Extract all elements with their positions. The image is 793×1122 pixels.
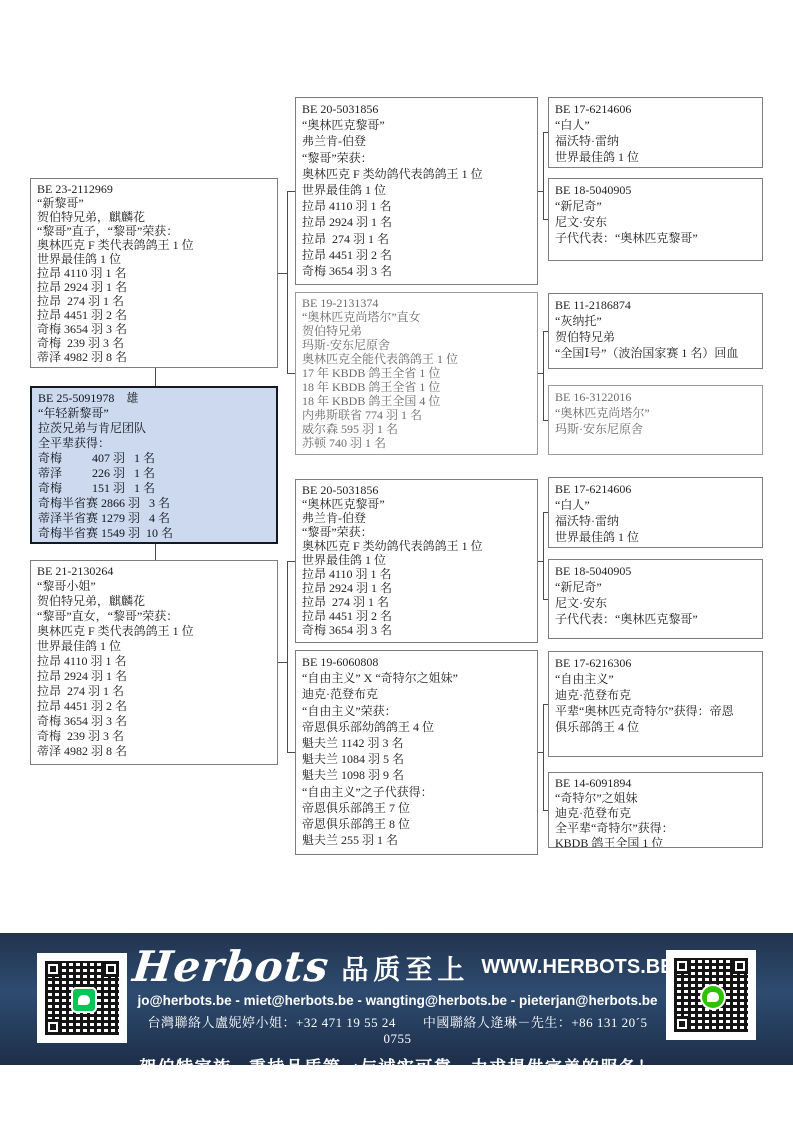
pedigree-line: “黎哥”直子，“黎哥”荣获： (37, 224, 179, 238)
connector-segment (287, 191, 295, 192)
pedigree-line: BE 20-5031856 (302, 102, 379, 116)
pedigree-line: 17 年 KBDB 鸽王全省 1 位 (302, 366, 441, 380)
connector-segment (543, 512, 544, 599)
pedigree-line: 奇梅半省赛 1549 羽 10 名 (38, 526, 174, 540)
brand-slogan-cn: 品质至上 (341, 954, 470, 985)
pedigree-line: 奥林匹克 F 类幼鸽代表鸽鸽王 1 位 (302, 166, 483, 181)
pedigree-box-subject (30, 386, 278, 544)
pedigree-line: KBDB 鸽王全国 1 位 (555, 836, 664, 848)
pedigree-line: 奥林匹克 F 类幼鸽代表鸽鸽王 1 位 (302, 539, 483, 553)
pedigree-line: 魁夫兰 1098 羽 9 名 (302, 768, 405, 783)
qr-finder (674, 958, 690, 974)
pedigree-line: “灰纳托” (555, 314, 602, 328)
pedigree-line: BE 23-2112969 (37, 182, 113, 196)
qr-finder (732, 958, 748, 974)
pedigree-line: 奥林匹克 F 类代表鸽鸽王 1 位 (37, 624, 194, 638)
connector-segment (287, 191, 288, 373)
pedigree-line: BE 25-5091978 雄 (38, 391, 139, 405)
pedigree-line: BE 18-5040905 (555, 564, 632, 578)
pedigree-line: “奥林匹克黎哥” (302, 118, 385, 133)
pedigree-line: 世界最佳鸽 1 位 (555, 530, 640, 544)
connector-segment (155, 544, 156, 560)
pedigree-line: BE 11-2186874 (555, 298, 631, 312)
pedigree-line: 奇梅 239 羽 3 名 (37, 336, 125, 350)
pedigree-line: 拉昂 4451 羽 2 名 (302, 247, 393, 262)
pedigree-line: “新尼奇” (555, 199, 602, 213)
pedigree-line: 18 年 KBDB 鸽王全国 4 位 (302, 394, 441, 408)
pedigree-line: 奇梅 407 羽 1 名 (38, 451, 156, 465)
pedigree-line: “奥林匹克尚塔尔” (555, 406, 650, 420)
qr-code-left (37, 953, 127, 1043)
pedigree-line: 魁夫兰 255 羽 1 名 (302, 833, 399, 848)
website-url: WWW.HERBOTS.BE (481, 955, 674, 978)
pedigree-line: 世界最佳鸽 1 位 (302, 183, 387, 198)
pedigree-line: 子代代表：“奥林匹克黎哥” (555, 612, 698, 626)
pedigree-line: BE 18-5040905 (555, 183, 632, 197)
connector-segment (287, 561, 288, 752)
pedigree-line: 迪克·范登布克 (302, 687, 378, 702)
brand-row (130, 942, 674, 991)
connector-segment (543, 331, 548, 332)
pedigree-line: 拉昂 274 羽 1 名 (302, 231, 390, 246)
qr-pattern (45, 961, 119, 1035)
pedigree-line: 拉昂 4451 羽 2 名 (302, 609, 393, 623)
pedigree-line: 贺伯特兄弟 (302, 324, 363, 338)
pedigree-line: 世界最佳鸽 1 位 (37, 252, 122, 266)
line-icon (71, 987, 97, 1013)
pedigree-box-great-grandparent-4 (548, 385, 763, 455)
qr-finder (103, 961, 119, 977)
pedigree-line: 拉昂 2924 羽 1 名 (302, 215, 393, 230)
pedigree-line: “年轻新黎哥” (38, 406, 109, 420)
footer-tagline: 贺伯特家族...秉持品质第一与诚实可靠，力求提供完美的服务！ (139, 1058, 656, 1077)
pedigree-line: 尼文·安东 (555, 215, 607, 229)
connector-segment (543, 810, 548, 811)
pedigree-line: 魁夫兰 1084 羽 5 名 (302, 752, 405, 767)
pedigree-line: “自由主义”荣获： (302, 703, 397, 718)
pedigree-line: 尼文·安东 (555, 596, 607, 610)
connector-segment (155, 368, 156, 386)
pedigree-line: 拉昂 274 羽 1 名 (37, 294, 125, 308)
chat-bubble-glyph (78, 995, 90, 1005)
pedigree-line: 奇梅 239 羽 3 名 (37, 729, 125, 743)
pedigree-line: 奇梅 3654 羽 3 名 (37, 714, 128, 728)
pedigree-line: 平辈“奥林匹克奇特尔”获得：帝恩 (555, 704, 734, 718)
footer-center (130, 942, 674, 1078)
pedigree-line: 世界最佳鸽 1 位 (555, 150, 640, 164)
pedigree-line: 蒂泽 4982 羽 8 名 (37, 350, 128, 364)
connector-segment (543, 599, 548, 600)
connector-segment (543, 704, 548, 705)
pedigree-line: 玛斯·安东尼原舍 (302, 338, 390, 352)
pedigree-line: 拉昂 4110 羽 1 名 (302, 199, 392, 214)
pedigree-line: BE 20-5031856 (302, 483, 379, 497)
pedigree-line: 帝恩俱乐部鸽王 7 位 (302, 800, 411, 815)
footer-band (0, 933, 793, 1077)
pedigree-line: 贺伯特兄弟 (555, 330, 616, 344)
pedigree-line: “奥林匹克黎哥” (302, 497, 385, 511)
pedigree-line: 奇梅 3654 羽 3 名 (37, 322, 128, 336)
pedigree-box-maternal-grandsire (295, 479, 538, 643)
pedigree-line: 拉昂 274 羽 1 名 (302, 595, 390, 609)
pedigree-line: BE 21-2130264 (37, 564, 114, 578)
pedigree-line: “黎哥”荣获： (302, 150, 373, 165)
pedigree-line: 拉昂 4110 羽 1 名 (37, 266, 127, 280)
pedigree-line: 世界最佳鸽 1 位 (37, 639, 122, 653)
contact-emails: jo@herbots.be - miet@herbots.be - wangting@herbots.be - pieterjan@herbots.be (137, 993, 658, 1008)
pedigree-line: 奇梅 151 羽 1 名 (38, 481, 156, 495)
pedigree-box-great-grandparent-2 (548, 178, 763, 261)
pedigree-line: 世界最佳鸽 1 位 (302, 553, 387, 567)
pedigree-line: 迪克·范登布克 (555, 806, 631, 820)
wechat-icon (700, 984, 726, 1010)
pedigree-line: 蒂泽半省赛 1279 羽 4 名 (38, 511, 171, 525)
pedigree-line: 玛斯·安东尼原舍 (555, 422, 643, 436)
connector-segment (287, 752, 295, 753)
pedigree-line: 拉昂 2924 羽 1 名 (37, 669, 128, 683)
pedigree-line: 魁夫兰 1142 羽 3 名 (302, 736, 404, 751)
pedigree-line: 贺伯特兄弟，麒麟花 (37, 210, 146, 224)
pedigree-line: “全国Ⅰ号”（波治国家赛 1 名）回血 (555, 346, 739, 360)
pedigree-line: “新尼奇” (555, 580, 602, 594)
pedigree-line: 蒂泽 226 羽 1 名 (38, 466, 156, 480)
pedigree-line: BE 16-3122016 (555, 390, 632, 404)
pedigree-box-great-grandparent-1 (548, 97, 763, 168)
qr-pattern (674, 958, 748, 1032)
connector-segment (543, 331, 544, 420)
pedigree-line: 俱乐部鸽王 4 位 (555, 720, 640, 734)
pedigree-line: 蒂泽 4982 羽 8 名 (37, 744, 128, 758)
pedigree-line: “黎哥”荣获： (302, 525, 373, 539)
pedigree-box-great-grandparent-5 (548, 477, 763, 548)
pedigree-line: “奥林匹克尚塔尔”直女 (302, 310, 421, 324)
pedigree-line: “黎哥”直女，“黎哥”荣获： (37, 609, 179, 623)
pedigree-line: 拉昂 274 羽 1 名 (37, 684, 125, 698)
pedigree-line: 拉昂 4451 羽 2 名 (37, 699, 128, 713)
pedigree-line: 贺伯特兄弟，麒麟花 (37, 594, 146, 608)
pedigree-line: 子代代表：“奥林匹克黎哥” (555, 231, 698, 245)
qr-finder (45, 961, 61, 977)
pedigree-line: 拉昂 2924 羽 1 名 (302, 581, 393, 595)
pedigree-line: 奥林匹克 F 类代表鸽鸽王 1 位 (37, 238, 194, 252)
pedigree-line: “白人” (555, 498, 590, 512)
pedigree-line: 全平辈“奇特尔”获得： (555, 821, 674, 835)
connector-segment (543, 512, 548, 513)
pedigree-line: 奇梅 3654 羽 3 名 (302, 264, 393, 279)
pedigree-line: 内弗斯联省 774 羽 1 名 (302, 408, 423, 422)
pedigree-line: 奇梅半省赛 2866 羽 3 名 (38, 496, 171, 510)
connector-segment (278, 662, 287, 663)
pedigree-line: “黎哥小姐” (37, 579, 96, 593)
connector-segment (287, 561, 295, 562)
connector-segment (278, 273, 287, 274)
qr-finder (674, 1016, 690, 1032)
pedigree-line: 拉昂 4451 羽 2 名 (37, 308, 128, 322)
pedigree-line: 拉昂 4110 羽 1 名 (302, 567, 392, 581)
pedigree-line: 福沃特·雷纳 (555, 514, 619, 528)
brand-wordmark: Herbots (130, 942, 333, 991)
pedigree-line: “自由主义” (555, 672, 614, 686)
pedigree-line: BE 19-6060808 (302, 655, 379, 669)
pedigree-line: 18 年 KBDB 鸽王全省 1 位 (302, 380, 441, 394)
pedigree-line: 拉茨兄弟与肯尼团队 (38, 421, 147, 435)
pedigree-line: 拉昂 2924 羽 1 名 (37, 280, 128, 294)
pedigree-line: “奇特尔”之姐妹 (555, 791, 638, 805)
pedigree-box-sire (30, 178, 278, 368)
pedigree-box-paternal-granddam (295, 292, 538, 455)
qr-code-right (666, 950, 756, 1040)
pedigree-line: 帝恩俱乐部幼鸽鸽王 4 位 (302, 719, 435, 734)
pedigree-line: 福沃特·雷纳 (555, 134, 619, 148)
pedigree-box-dam (30, 560, 278, 765)
pedigree-line: BE 17-6214606 (555, 102, 632, 116)
pedigree-line: 帝恩俱乐部鸽王 8 位 (302, 817, 411, 832)
connector-segment (543, 132, 544, 219)
pedigree-line: “自由主义”之子代获得： (302, 784, 433, 799)
pedigree-line: BE 14-6091894 (555, 776, 632, 790)
pedigree-line: 拉昂 4110 羽 1 名 (37, 654, 127, 668)
contact-phones: 台灣聯絡人盧妮婷小姐：+32 471 19 55 24 中國聯絡人逄琳－先生：+86 131 20´5 0755 (147, 1015, 648, 1046)
pedigree-line: 苏顿 740 羽 1 名 (302, 436, 387, 450)
pedigree-line: 奇梅 3654 羽 3 名 (302, 623, 393, 637)
pedigree-line: 迪克·范登布克 (555, 688, 631, 702)
pedigree-line: “白人” (555, 118, 590, 132)
pedigree-box-great-grandparent-3 (548, 293, 763, 369)
pedigree-line: BE 19-2131374 (302, 296, 379, 310)
pedigree-line: 全平辈获得： (38, 436, 111, 450)
pedigree-line: 威尔森 595 羽 1 名 (302, 422, 399, 436)
pedigree-box-great-grandparent-8 (548, 772, 763, 848)
pedigree-line: 奥林匹克全能代表鸽鸽王 1 位 (302, 352, 459, 366)
connector-segment (543, 132, 548, 133)
connector-segment (287, 373, 295, 374)
pedigree-box-paternal-grandsire (295, 97, 538, 285)
chat-bubble-glyph (707, 992, 719, 1002)
connector-segment (543, 704, 544, 810)
pedigree-line: BE 17-6214606 (555, 482, 632, 496)
connector-segment (543, 219, 548, 220)
pedigree-box-great-grandparent-7 (548, 651, 763, 757)
connector-segment (543, 420, 548, 421)
pedigree-line: “新黎哥” (37, 196, 84, 210)
pedigree-line: 弗兰肯-伯登 (302, 511, 366, 525)
pedigree-line: 弗兰肯-伯登 (302, 134, 366, 149)
pedigree-box-maternal-granddam (295, 650, 538, 855)
pedigree-line: BE 17-6216306 (555, 656, 632, 670)
pedigree-line: “自由主义” X “奇特尔之姐妹” (302, 671, 458, 686)
pedigree-box-great-grandparent-6 (548, 559, 763, 639)
qr-finder (45, 1019, 61, 1035)
